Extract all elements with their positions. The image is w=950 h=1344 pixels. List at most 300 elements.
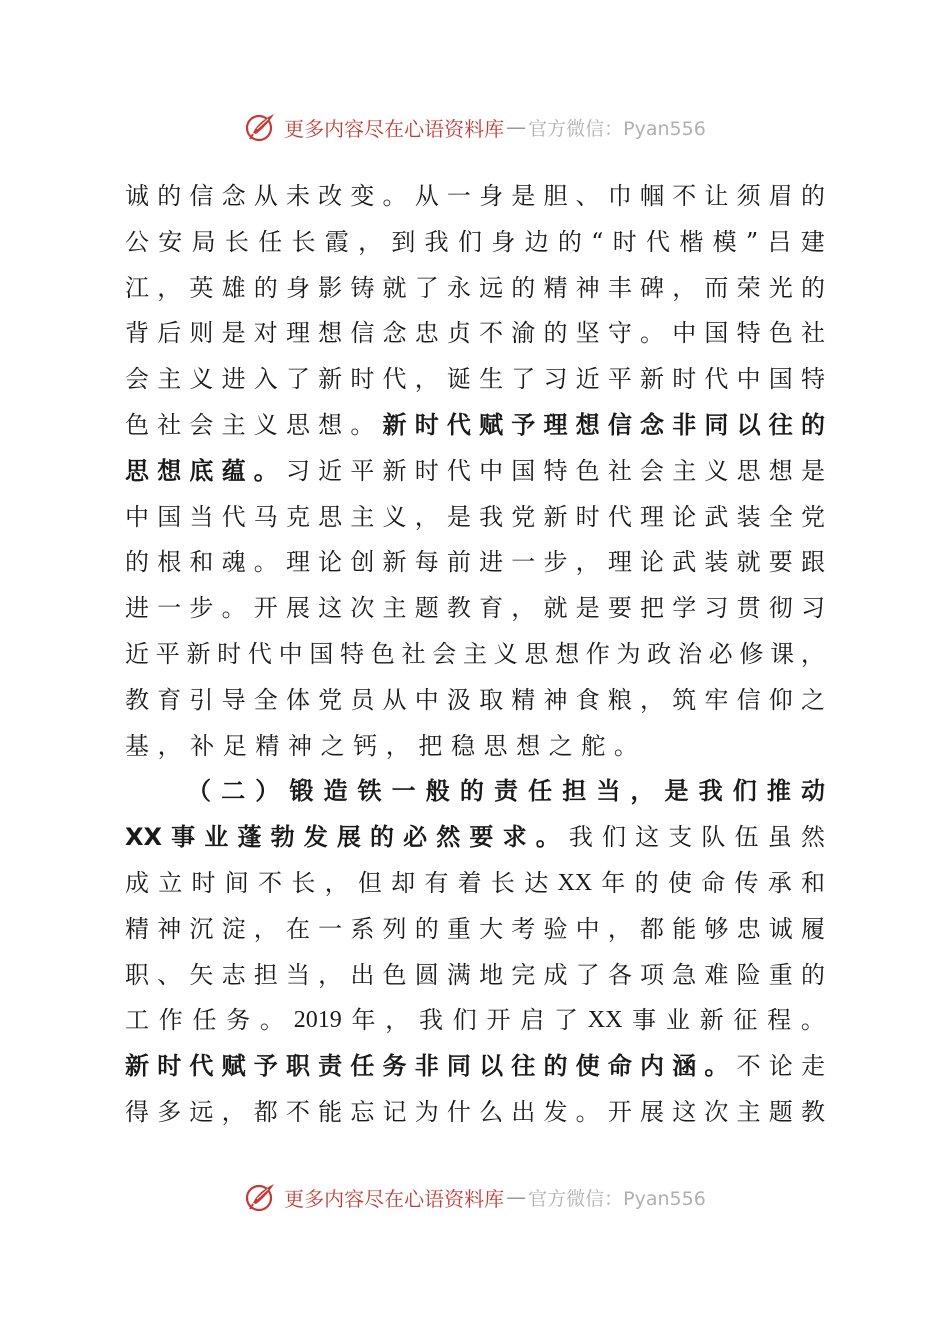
glyph: 矢: [189, 960, 214, 989]
glyph: 义: [704, 456, 729, 485]
glyph: ，: [324, 868, 349, 897]
glyph: 却: [391, 868, 416, 897]
bold-glyph: 发: [303, 823, 328, 852]
bold-glyph: 。: [253, 456, 278, 485]
glyph: 社: [401, 639, 426, 668]
glyph: 什: [446, 1097, 471, 1126]
glyph: 启: [520, 1006, 545, 1035]
glyph: 从: [382, 685, 407, 714]
glyph: 社: [607, 456, 632, 485]
banner-separator: —: [506, 1185, 527, 1209]
glyph: 急: [672, 960, 697, 989]
glyph: 我: [424, 227, 449, 256]
glyph: 了: [575, 960, 600, 989]
glyph: 安: [158, 227, 183, 256]
glyph: 就: [736, 548, 761, 577]
glyph: 会: [189, 410, 214, 439]
glyph: 都: [640, 914, 664, 943]
bold-glyph: 展: [336, 823, 361, 852]
bold-glyph: 蓬: [237, 823, 262, 852]
glyph: 。: [613, 731, 638, 760]
glyph: 时: [672, 365, 697, 394]
glyph: XX: [557, 869, 593, 896]
glyph: 们: [601, 823, 626, 852]
text-line: [125, 769, 825, 815]
bold-glyph: 时: [157, 1052, 182, 1081]
glyph: 未: [285, 182, 310, 210]
glyph: 生: [479, 365, 504, 394]
glyph: 淀: [221, 914, 246, 943]
glyph: 大: [479, 914, 504, 943]
glyph: 我: [419, 1006, 443, 1035]
glyph: 题: [768, 1097, 793, 1126]
bold-glyph: 要: [469, 823, 494, 852]
glyph: 近: [575, 365, 600, 394]
glyph: 特: [736, 319, 761, 348]
glyph: 次: [704, 1097, 729, 1126]
glyph: 教: [125, 685, 149, 714]
glyph: 新: [699, 1006, 724, 1035]
glyph: 粮: [607, 685, 632, 714]
glyph: 信: [350, 319, 375, 348]
glyph: 代: [382, 365, 407, 394]
glyph: 导: [221, 685, 246, 714]
glyph: 想: [555, 639, 580, 668]
glyph: 习: [704, 594, 729, 623]
glyph: 理: [607, 548, 632, 577]
glyph: 的: [511, 273, 536, 302]
glyph: 中: [479, 456, 504, 485]
glyph: 想: [318, 319, 343, 348]
glyph: 要: [768, 548, 793, 577]
bold-glyph: 代: [446, 410, 471, 439]
glyph: 牢: [704, 685, 729, 714]
bold-glyph: 的: [370, 823, 394, 852]
glyph: 之: [800, 685, 825, 714]
glyph: 是: [221, 319, 246, 348]
glyph: 程: [767, 1006, 792, 1035]
text-line: [125, 998, 825, 1044]
glyph: 特: [340, 639, 365, 668]
glyph: 、: [157, 960, 182, 989]
glyph: 让: [704, 182, 729, 210]
glyph: 每: [414, 548, 439, 577]
glyph: 育: [157, 685, 182, 714]
glyph: 色: [768, 319, 793, 348]
glyph: “: [591, 227, 604, 256]
glyph: 习: [543, 365, 568, 394]
glyph: 学: [672, 594, 697, 623]
glyph: 全: [768, 502, 793, 531]
glyph: 克: [285, 502, 310, 531]
glyph: 履: [800, 914, 825, 943]
bold-glyph: 造: [323, 777, 348, 806]
glyph: 诞: [446, 365, 471, 394]
bold-glyph: 赋: [221, 1052, 246, 1081]
glyph: 身: [285, 273, 310, 302]
glyph: 教: [800, 1097, 825, 1126]
glyph: 守: [607, 319, 632, 348]
glyph: ，: [414, 365, 439, 394]
glyph: 进: [125, 594, 149, 623]
quill-pen-logo-icon: [244, 1180, 278, 1214]
glyph: 对: [253, 319, 278, 348]
glyph: 引: [189, 685, 214, 714]
glyph: 党: [318, 685, 343, 714]
glyph: 建: [800, 227, 825, 256]
glyph: 特: [800, 365, 825, 394]
glyph: 永: [446, 273, 471, 302]
glyph: 是: [446, 502, 471, 531]
glyph: 的: [634, 868, 659, 897]
glyph: 但: [357, 868, 382, 897]
glyph: 。: [350, 410, 375, 439]
glyph: 党: [800, 502, 825, 531]
glyph: 是: [511, 182, 536, 210]
glyph: XX: [587, 1007, 623, 1034]
bold-glyph: 新: [382, 410, 407, 439]
glyph: 前: [446, 548, 471, 577]
glyph: 精: [543, 273, 568, 302]
bold-glyph: 动: [800, 777, 825, 806]
bold-glyph: 。: [535, 823, 560, 852]
glyph: 忠: [736, 914, 761, 943]
glyph: 色: [125, 410, 149, 439]
glyph: 发: [543, 1097, 568, 1126]
glyph: ，: [672, 273, 697, 302]
text-line: [125, 861, 825, 907]
glyph: 。: [253, 548, 278, 577]
glyph: 魂: [221, 548, 246, 577]
glyph: 思: [318, 502, 343, 531]
text-line: [125, 311, 825, 357]
glyph: 沉: [189, 914, 214, 943]
bold-glyph: 责: [318, 1052, 343, 1081]
glyph: 新: [640, 365, 664, 394]
glyph: 之: [548, 731, 573, 760]
glyph: 员: [350, 685, 375, 714]
glyph: 代: [221, 502, 246, 531]
glyph: 习: [285, 456, 310, 485]
glyph: 、: [575, 182, 600, 210]
glyph: 国: [704, 319, 729, 348]
bold-glyph: 以: [736, 410, 761, 439]
glyph: 主: [672, 456, 697, 485]
glyph: 念: [382, 319, 407, 348]
glyph: 念: [221, 182, 246, 210]
glyph: 丰: [607, 273, 632, 302]
glyph: 就: [382, 273, 407, 302]
glyph: 从: [414, 182, 439, 210]
glyph: 作: [585, 639, 610, 668]
glyph: 是: [800, 456, 825, 485]
glyph: 的: [125, 548, 149, 577]
glyph: 贯: [736, 594, 761, 623]
glyph: 到: [391, 227, 416, 256]
glyph: 成: [125, 868, 149, 897]
bold-glyph: 新: [125, 1052, 149, 1081]
glyph: 不: [736, 1052, 761, 1081]
glyph: 列: [382, 914, 407, 943]
glyph: 仰: [768, 685, 793, 714]
glyph: 彻: [768, 594, 793, 623]
glyph: 从: [253, 182, 278, 210]
glyph: 新: [318, 365, 343, 394]
glyph: 精: [255, 731, 280, 760]
glyph: 这: [672, 1097, 697, 1126]
bold-glyph: 任: [350, 1052, 375, 1081]
glyph: 国: [768, 365, 793, 394]
glyph: 走: [800, 1052, 825, 1081]
glyph: 不: [672, 182, 697, 210]
glyph: 会: [432, 639, 457, 668]
glyph: 论: [672, 502, 697, 531]
bold-glyph: 涵: [672, 1052, 697, 1081]
glyph: 验: [543, 914, 568, 943]
glyph: 们: [452, 1006, 477, 1035]
bold-glyph: 予: [253, 1052, 278, 1081]
glyph: 精: [125, 914, 149, 943]
glyph: 全: [253, 685, 278, 714]
glyph: 荣: [736, 273, 761, 302]
glyph: 思: [524, 639, 549, 668]
glyph: 新: [186, 639, 211, 668]
bold-glyph: 想: [575, 410, 600, 439]
glyph: 不: [285, 1097, 310, 1126]
glyph: 进: [479, 548, 504, 577]
glyph: 思: [736, 456, 761, 485]
glyph: 取: [479, 685, 504, 714]
glyph: 育: [479, 594, 504, 623]
glyph: 时: [191, 868, 216, 897]
bold-glyph: 铁: [357, 777, 382, 806]
glyph: 平: [155, 639, 180, 668]
glyph: 汲: [446, 685, 471, 714]
glyph: 武: [704, 502, 729, 531]
glyph: 职: [125, 960, 149, 989]
glyph: 社: [157, 410, 182, 439]
glyph: 武: [672, 548, 697, 577]
text-line: [125, 678, 825, 724]
bold-glyph: 责: [493, 777, 518, 806]
text-line: [125, 266, 825, 312]
glyph: 课: [770, 639, 795, 668]
glyph: 坚: [575, 319, 600, 348]
glyph: 装: [736, 502, 761, 531]
glyph: 。: [382, 182, 407, 210]
glyph: 年: [351, 1006, 376, 1035]
glyph: 出: [350, 960, 375, 989]
glyph: 身: [491, 227, 516, 256]
glyph: 项: [640, 960, 664, 989]
glyph: 能: [318, 1097, 343, 1126]
glyph: 神: [157, 914, 182, 943]
text-line: [125, 403, 825, 449]
bold-glyph: 同: [704, 410, 729, 439]
glyph: 补: [190, 731, 215, 760]
glyph: 重: [446, 914, 471, 943]
glyph: 工: [125, 1006, 149, 1035]
glyph: 贞: [446, 319, 471, 348]
glyph: 的: [557, 227, 582, 256]
bold-glyph: 非: [672, 410, 697, 439]
glyph: 立: [158, 868, 183, 897]
bold-glyph: 业: [204, 823, 229, 852]
glyph: 巾: [607, 182, 632, 210]
bold-glyph: 然: [436, 823, 461, 852]
glyph: 一: [511, 548, 536, 577]
glyph: 背: [125, 319, 149, 348]
glyph: 特: [543, 456, 568, 485]
text-line: [125, 357, 825, 403]
glyph: 论: [768, 1052, 793, 1081]
glyph: 了: [285, 365, 310, 394]
glyph: 教: [446, 594, 471, 623]
glyph: ，: [414, 502, 439, 531]
glyph: 跟: [800, 548, 825, 577]
glyph: 的: [543, 319, 568, 348]
glyph: 够: [704, 914, 729, 943]
glyph: 理: [285, 319, 310, 348]
glyph: 想: [768, 456, 793, 485]
glyph: 食: [575, 685, 600, 714]
glyph: 国: [511, 456, 536, 485]
bold-glyph: 求: [502, 823, 527, 852]
banner-wechat: 官方微信：Pyan556: [528, 1187, 706, 1210]
bold-glyph: 使: [575, 1052, 600, 1081]
glyph: 在: [285, 914, 310, 943]
glyph: 之: [320, 731, 345, 760]
glyph: 装: [704, 548, 729, 577]
glyph: 时: [217, 639, 242, 668]
banner-title: 更多内容尽在心语资料库: [284, 116, 505, 141]
glyph: 是: [575, 594, 600, 623]
glyph: 钙: [353, 731, 378, 760]
glyph: 。: [260, 1006, 284, 1035]
bold-glyph: 是: [664, 777, 689, 806]
bold-glyph: 念: [640, 410, 664, 439]
glyph: 考: [511, 914, 536, 943]
glyph: 中: [736, 365, 761, 394]
glyph: 时: [575, 502, 600, 531]
glyph: 重: [768, 960, 793, 989]
glyph: 支: [668, 823, 693, 852]
glyph: 。: [640, 319, 664, 348]
glyph: 长: [224, 227, 249, 256]
glyph: 时: [612, 227, 637, 256]
bold-glyph: 底: [189, 456, 214, 485]
glyph: 会: [640, 456, 664, 485]
glyph: 中: [575, 914, 600, 943]
glyph: ，: [385, 731, 410, 760]
bold-glyph: XX: [125, 823, 163, 852]
glyph: 新: [543, 502, 568, 531]
glyph: 当: [189, 502, 214, 531]
bold-glyph: 我: [698, 777, 723, 806]
glyph: 帼: [640, 182, 664, 210]
glyph: 主: [736, 1097, 761, 1126]
glyph: 一: [157, 594, 182, 623]
glyph: 业: [665, 1006, 690, 1035]
bold-glyph: 以: [479, 1052, 504, 1081]
glyph: 使: [667, 868, 692, 897]
glyph: 代: [247, 639, 272, 668]
glyph: 中: [672, 319, 697, 348]
glyph: 神: [287, 731, 312, 760]
text-line: [125, 174, 825, 220]
glyph: 了: [414, 273, 439, 302]
glyph: 霞: [324, 227, 349, 256]
bold-glyph: 信: [607, 410, 632, 439]
glyph: 2019: [293, 1007, 342, 1034]
bold-glyph: 必: [403, 823, 428, 852]
glyph: 不: [479, 319, 504, 348]
glyph: 代: [704, 365, 729, 394]
glyph: 长: [291, 227, 316, 256]
text-line: [125, 1090, 825, 1136]
glyph: 展: [285, 594, 310, 623]
glyph: 诚: [125, 182, 149, 210]
glyph: 局: [191, 227, 216, 256]
glyph: ，: [157, 731, 182, 760]
glyph: 进: [221, 365, 246, 394]
glyph: 江: [125, 273, 149, 302]
glyph: 险: [736, 960, 761, 989]
glyph: 须: [736, 182, 761, 210]
glyph: 中: [278, 639, 303, 668]
glyph: 么: [479, 1097, 504, 1126]
glyph: 国: [157, 502, 182, 531]
glyph: 任: [258, 227, 283, 256]
text-line: [125, 449, 825, 495]
glyph: 模: [712, 227, 737, 256]
glyph: 想: [516, 731, 541, 760]
glyph: 习: [800, 594, 825, 623]
text-line: [125, 540, 825, 586]
glyph: 主: [157, 365, 182, 394]
banner-separator: —: [506, 115, 527, 139]
glyph: 任: [192, 1006, 217, 1035]
glyph: ，: [385, 1006, 410, 1035]
glyph: 变: [350, 182, 375, 210]
glyph: 国: [309, 639, 334, 668]
glyph: 基: [125, 731, 149, 760]
glyph: 中: [414, 685, 439, 714]
glyph: 为: [414, 1097, 439, 1126]
glyph: 年: [601, 868, 626, 897]
bold-glyph: 往: [511, 1052, 536, 1081]
glyph: ”: [745, 227, 759, 256]
bold-glyph: 同: [446, 1052, 471, 1081]
glyph: 们: [457, 227, 482, 256]
glyph: 了: [554, 1006, 578, 1035]
glyph: 主: [382, 594, 407, 623]
bold-glyph: 锻: [289, 777, 314, 806]
glyph: 公: [125, 227, 149, 256]
footer-banner: [0, 1177, 950, 1217]
glyph: ，: [221, 1097, 246, 1126]
glyph: 多: [157, 1097, 182, 1126]
glyph: ，: [640, 685, 664, 714]
glyph: 远: [189, 1097, 214, 1126]
glyph: 忘: [350, 1097, 375, 1126]
bold-glyph: 勃: [270, 823, 295, 852]
glyph: 雄: [221, 273, 246, 302]
glyph: 各: [607, 960, 632, 989]
bold-glyph: 时: [414, 410, 439, 439]
glyph: 这: [635, 823, 660, 852]
glyph: 舵: [581, 731, 606, 760]
